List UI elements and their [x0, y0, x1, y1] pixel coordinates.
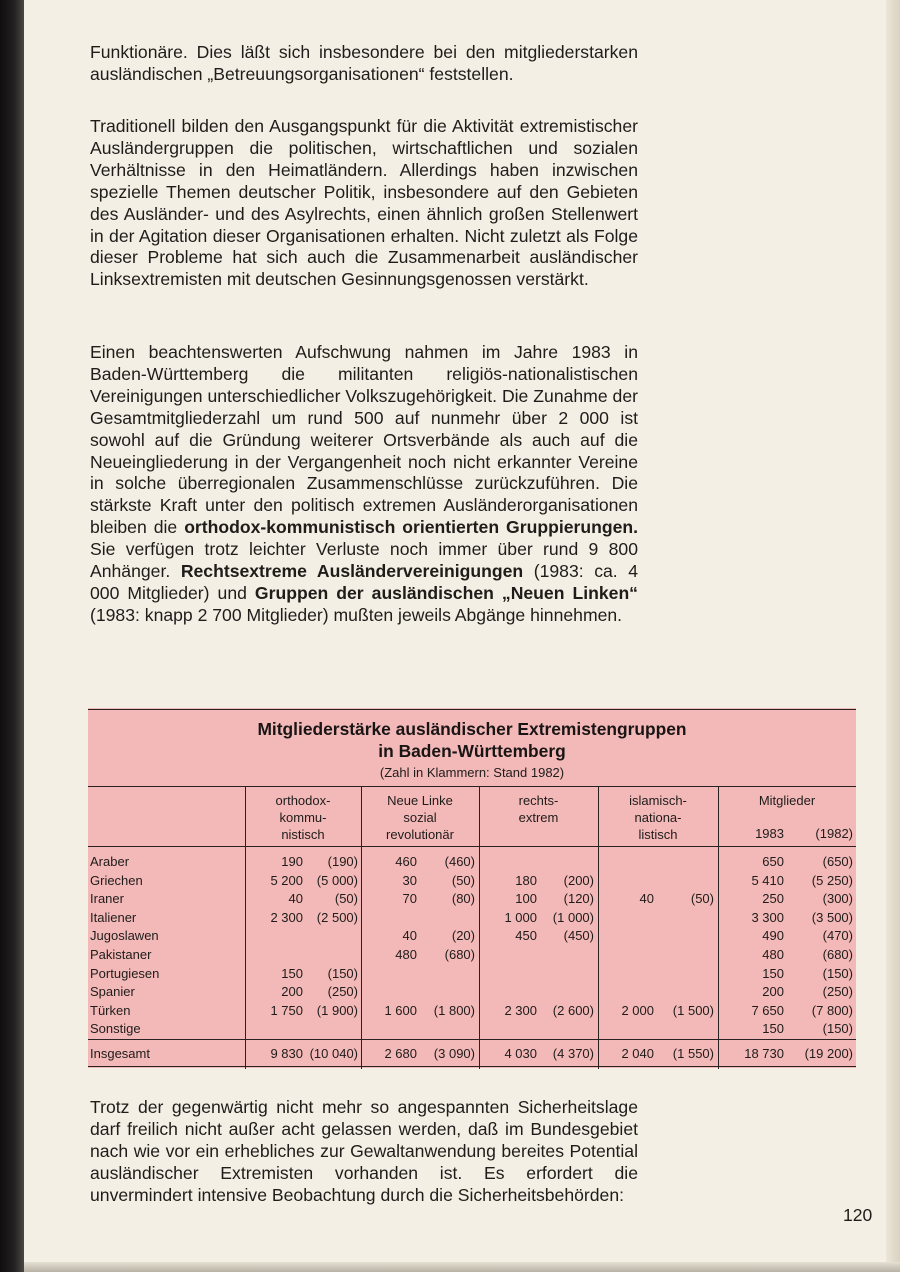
table-row-4-m83: 490: [762, 928, 784, 944]
table-row-6-m82: (150): [822, 965, 853, 981]
table-row-2-re82: (120): [563, 891, 594, 907]
table-row-8-is82: (1 500): [672, 1002, 714, 1018]
table-total-re: 4 030: [504, 1046, 537, 1061]
p3-bold-1: orthodox-kommunistisch orientierten Gruppierungen.: [184, 517, 639, 538]
header-neue-linke: [361, 792, 479, 843]
table-row-4-re82: (450): [563, 928, 594, 944]
table-row-0-m82: (650): [822, 854, 853, 869]
table-row-1-re: 180: [515, 872, 537, 888]
table-row-7-ok: 200: [281, 984, 303, 1000]
table-row-3-m82: (3 500): [811, 909, 853, 925]
page-bottom-edge: [24, 1262, 900, 1272]
table-row-8-ok: 1 750: [270, 1002, 303, 1018]
table-total-nl: 2 680: [384, 1046, 417, 1061]
table-row-4-nl82: (20): [451, 928, 475, 944]
table-row-9-m83: 150: [762, 1021, 784, 1037]
table-row-0-label: Araber: [90, 854, 130, 869]
table-row-1-nl82: (50): [451, 872, 475, 888]
table-row-2-re: 100: [515, 891, 537, 907]
table-row-8-m83: 7 650: [751, 1002, 784, 1018]
page-number: 120: [843, 1205, 873, 1225]
header-bottom-rule: [88, 846, 856, 847]
table-row-3-re82: (1 000): [552, 909, 594, 925]
table-subtitle: (Zahl in Klammern: Stand 1982): [379, 765, 565, 780]
table-row-6-ok: 150: [281, 965, 303, 981]
table-row-5-m82: (680): [822, 947, 853, 962]
table-row-5-label: Pakistaner: [90, 947, 152, 962]
table-row-2-ok82: (50): [334, 891, 358, 907]
table-top-rule: [88, 709, 856, 710]
table-row-6-m83: 150: [762, 965, 784, 981]
table-title-line2: in Baden-Württemberg: [378, 741, 566, 761]
table-total-m83: 18 730: [744, 1046, 784, 1061]
table-title-line1: Mitgliederstärke ausländischer Extremistengruppen: [257, 719, 687, 739]
table-row-9-label: Sonstige: [90, 1021, 141, 1037]
table-row-8-re: 2 300: [504, 1002, 537, 1018]
table-row-1-label: Griechen: [90, 872, 143, 888]
table-total-is: 2 040: [621, 1046, 654, 1061]
p3-bold-3: Gruppen der ausländischen „Neuen Linken“: [254, 582, 638, 603]
table-row-8-is: 2 000: [621, 1002, 654, 1018]
header-text: kommu-: [279, 810, 327, 825]
table-row-2-is: 40: [639, 891, 654, 907]
table-total-re82: (4 370): [552, 1046, 594, 1061]
table-row-2-m82: (300): [822, 891, 853, 907]
table-row-5-nl: 480: [395, 947, 417, 962]
header-text: nationa-: [634, 810, 682, 825]
table-row-1-nl: 30: [402, 872, 417, 888]
table-row-0-m83: 650: [762, 854, 784, 869]
header-text: extrem: [518, 810, 559, 825]
table-row-3-ok82: (2 500): [316, 909, 358, 925]
table-row-7-ok82: (250): [327, 984, 358, 1000]
table-total-nl82: (3 090): [433, 1046, 475, 1061]
paragraph-2: Traditionell bilden den Ausgangspunkt für die Aktivität extremistischer Ausländergruppen die politischen, wirtschaftlichen und sozialen Verhältnisse in den Heimatländern. Allerdings haben inzwischen spezielle Themen deutscher Politik, insbesondere auf den Gebieten des Ausländer- und des Asylrechts, einen ähnlich großen Stellenwert in der Agitation dieser Organisationen erhalten. Nicht zuletzt als Folge dieser Probleme hat sich auch die Zusammenarbeit ausländischer Linksextremisten mit deutschen Gesinnungsgenossen verstärkt.: [90, 116, 638, 290]
table-total-label: Insgesamt: [90, 1046, 150, 1061]
table-row-0-nl82: (460): [444, 854, 475, 869]
p3-text-4: (1983: knapp 2 700 Mitglieder) mußten jeweils Abgänge hinnehmen.: [90, 604, 623, 625]
table-row-3-re: 1 000: [504, 909, 537, 925]
col-divider-5: [718, 786, 719, 1069]
table-row-4-re: 450: [515, 928, 537, 944]
header-text: Neue Linke: [387, 793, 453, 808]
table-row-8-ok82: (1 900): [316, 1002, 358, 1018]
header-top-rule: [88, 786, 856, 787]
table-row-8-nl82: (1 800): [433, 1002, 475, 1018]
table-row-0-ok82: (190): [327, 854, 358, 869]
header-text: sozial: [403, 810, 437, 825]
header-rechts: [479, 792, 598, 826]
p3-bold-2: Rechtsextreme Ausländervereinigungen: [180, 561, 524, 582]
table-row-3-label: Italiener: [90, 909, 137, 925]
table-row-7-label: Spanier: [90, 984, 135, 1000]
table-row-0-ok: 190: [281, 854, 303, 869]
table-total-ok82: (10 040): [309, 1046, 358, 1061]
table-row-6-ok82: (150): [327, 965, 358, 981]
header-year-1983: 1983: [755, 826, 784, 841]
header-text: listisch: [638, 827, 678, 842]
table-row-8-nl: 1 600: [384, 1002, 417, 1018]
table-row-3-ok: 2 300: [270, 909, 303, 925]
table-row-3-m83: 3 300: [751, 909, 784, 925]
table-row-6-label: Portugiesen: [90, 965, 160, 981]
table-row-2-is82: (50): [690, 891, 714, 907]
table-row-4-m82: (470): [822, 928, 853, 944]
total-top-rule: [88, 1039, 856, 1040]
table-total-m82: (19 200): [804, 1046, 853, 1061]
table-row-7-m83: 200: [762, 984, 784, 1000]
p3-text-3: (1983: ca. 4 000 Mitglieder) und: [90, 561, 639, 603]
header-text: rechts-: [518, 793, 559, 808]
header-text: revolutionär: [386, 827, 454, 842]
p3-text-1: Einen beachtenswerten Aufschwung nahmen im Jahre 1983 in Baden-Württemberg die militanten religiös-nationalistischen Vereinigungen unterschiedlicher Volkszugehörigkeit. Die Zunahme der Gesamtmitgliederzahl um rund 500 auf nunmehr über 2 000 ist sowohl auf die Gründung weiterer Ortsverbände als auch auf die Neueingliederung in der Vergangenheit noch nicht erkannter Vereine in solche überregionalen Zusammenschlüsse zurückzuführen. Die stärkste Kraft unter den politisch extremen Ausländerorganisationen bleiben die: [90, 342, 638, 538]
header-text: islamisch-: [629, 793, 687, 808]
page-edge: [886, 0, 900, 1272]
table-row-2-ok: 40: [288, 891, 303, 907]
table-row-7-m82: (250): [822, 984, 853, 1000]
table-row-5-nl82: (680): [444, 947, 475, 962]
table-row-1-m83: 5 410: [751, 872, 784, 888]
table-row-1-m82: (5 250): [811, 872, 853, 888]
table-row-4-nl: 40: [402, 928, 417, 944]
table-row-2-nl82: (80): [451, 891, 475, 907]
table-row-1-re82: (200): [563, 872, 594, 888]
p3-text-2: Sie verfügen trotz leichter Verluste noch immer über rund 9 800 Anhänger.: [90, 539, 638, 582]
table-row-1-ok82: (5 000): [316, 872, 358, 888]
table-row-1-ok: 5 200: [270, 872, 303, 888]
table-row-9-m82: (150): [822, 1021, 853, 1037]
table-row-2-label: Iraner: [90, 891, 124, 907]
table-row-2-nl: 70: [402, 891, 417, 907]
header-year-1982: (1982): [815, 826, 853, 841]
header-text: orthodox-: [275, 793, 331, 808]
header-text: nistisch: [281, 827, 325, 842]
book-spine-shadow: [0, 0, 24, 1272]
paragraph-1: Funktionäre. Dies läßt sich insbesondere bei den mitgliederstarken ausländischen „Betreuungsorganisationen“ feststellen.: [90, 42, 638, 84]
header-islam: [598, 792, 718, 843]
table-row-4-label: Jugoslawen: [90, 928, 159, 944]
table-total-is82: (1 550): [672, 1046, 714, 1061]
table-row-5-m83: 480: [762, 947, 784, 962]
table-row-8-m82: (7 800): [811, 1002, 853, 1018]
paragraph-3: [90, 342, 638, 627]
table-total-ok: 9 830: [270, 1046, 303, 1061]
table-row-0-nl: 460: [395, 854, 417, 869]
table-row-8-re82: (2 600): [552, 1002, 594, 1018]
table-row-2-m83: 250: [762, 891, 784, 907]
table-row-8-label: Türken: [90, 1002, 131, 1018]
header-mitglieder: Mitglieder: [758, 793, 816, 808]
header-orthodox: [245, 792, 361, 843]
paragraph-4: Trotz der gegenwärtig nicht mehr so angespannten Sicherheitslage darf freilich nicht außer acht gelassen werden, daß im Bundesgebiet nach wie vor ein erhebliches zur Gewaltanwendung bereites Potential ausländischer Extremisten vorhanden ist. Es erfordert die unvermindert intensive Beobachtung durch die Sicherheitsbehörden:: [90, 1097, 638, 1205]
total-bottom-rule: [88, 1066, 856, 1067]
membership-table: [88, 708, 856, 1068]
